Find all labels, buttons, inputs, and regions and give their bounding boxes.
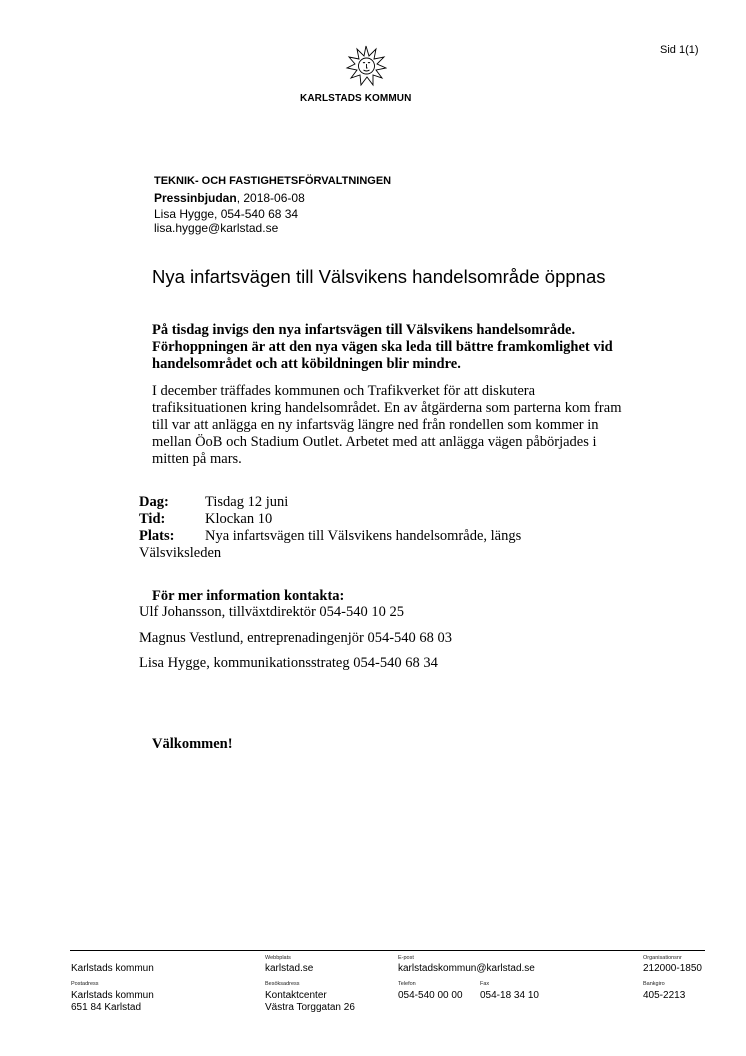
- document-type: Pressinbjudan: [154, 191, 237, 205]
- footer-org-name: Karlstads kommun: [71, 963, 154, 974]
- event-place-value: Nya infartsvägen till Välsvikens handelsområde, längs: [205, 528, 522, 544]
- contact-item: Ulf Johansson, tillväxtdirektör 054-540 10 25: [139, 604, 405, 620]
- event-time-value: Klockan 10: [205, 511, 273, 527]
- footer-visit-line1: Kontaktcenter: [265, 990, 327, 1001]
- contact-item: Magnus Vestlund, entreprenadingenjör 054-540 68 03: [139, 630, 453, 646]
- footer-divider: [70, 950, 705, 951]
- page-number: Sid 1(1): [660, 44, 699, 56]
- body-paragraph: I december träffades kommunen och Trafikverket för att diskutera trafiksituationen kring handelsområdet. En av åtgärderna som parterna kom fram till var att anlägga en ny infartsväg längre ned från rondellen som kommer in mellan ÖoB och Stadium Outlet. Arbetet med att anlägga vägen påbörjades i mitten på mars.: [152, 383, 622, 467]
- more-info-heading: För mer information kontakta:: [152, 588, 345, 604]
- contact-item: Lisa Hygge, kommunikationsstrateg 054-540 68 34: [139, 655, 438, 671]
- footer-web-value: karlstad.se: [265, 963, 314, 974]
- footer-email-value: karlstadskommun@karlstad.se: [398, 963, 535, 974]
- event-place-label: Plats:: [139, 528, 175, 544]
- footer-fax-label: Fax: [480, 981, 490, 987]
- department-name: TEKNIK- OCH FASTIGHETSFÖRVALTNINGEN: [154, 175, 392, 187]
- event-day-label: Dag:: [139, 494, 169, 510]
- footer-orgnr-value: 212000-1850: [643, 963, 702, 974]
- footer-postal-line1: Karlstads kommun: [71, 990, 154, 1001]
- footer-phone-label: Telefon: [398, 981, 416, 987]
- footer-web-label: Webbplats: [265, 955, 291, 961]
- sender-contact: Lisa Hygge, 054-540 68 34: [154, 207, 299, 221]
- event-day-value: Tisdag 12 juni: [205, 494, 289, 510]
- footer-email-label: E-post: [398, 955, 414, 961]
- karlstad-sun-logo-icon: [345, 44, 387, 88]
- press-line: [154, 191, 305, 205]
- footer-postal-line2: 651 84 Karlstad: [71, 1002, 142, 1013]
- footer-orgnr-label: Organisationsnr: [643, 955, 682, 961]
- document-date: , 2018-06-08: [236, 191, 305, 205]
- footer-visit-line2: Västra Torggatan 26: [265, 1002, 355, 1013]
- lead-paragraph: På tisdag invigs den nya infartsvägen till Välsvikens handelsområde. Förhoppningen är att den nya vägen ska leda till bättre framkomlighet vid handelsområdet och att köbildningen blir mindre.: [152, 322, 613, 372]
- footer-postal-label: Postadress: [71, 981, 99, 987]
- footer-bankgiro-value: 405-2213: [643, 990, 686, 1001]
- event-place-value-continued: Välsviksleden: [139, 545, 222, 561]
- footer-visit-label: Besöksadress: [265, 981, 300, 987]
- organization-name: KARLSTADS KOMMUN: [300, 93, 412, 104]
- closing-greeting: Välkommen!: [152, 736, 233, 752]
- headline: Nya infartsvägen till Välsvikens handelsområde öppnas: [152, 266, 606, 287]
- footer-phone-value: 054-540 00 00: [398, 990, 463, 1001]
- sender-email: lisa.hygge@karlstad.se: [154, 221, 279, 235]
- footer-bankgiro-label: Bankgiro: [643, 981, 665, 987]
- footer-fax-value: 054-18 34 10: [480, 990, 539, 1001]
- event-time-label: Tid:: [139, 511, 166, 527]
